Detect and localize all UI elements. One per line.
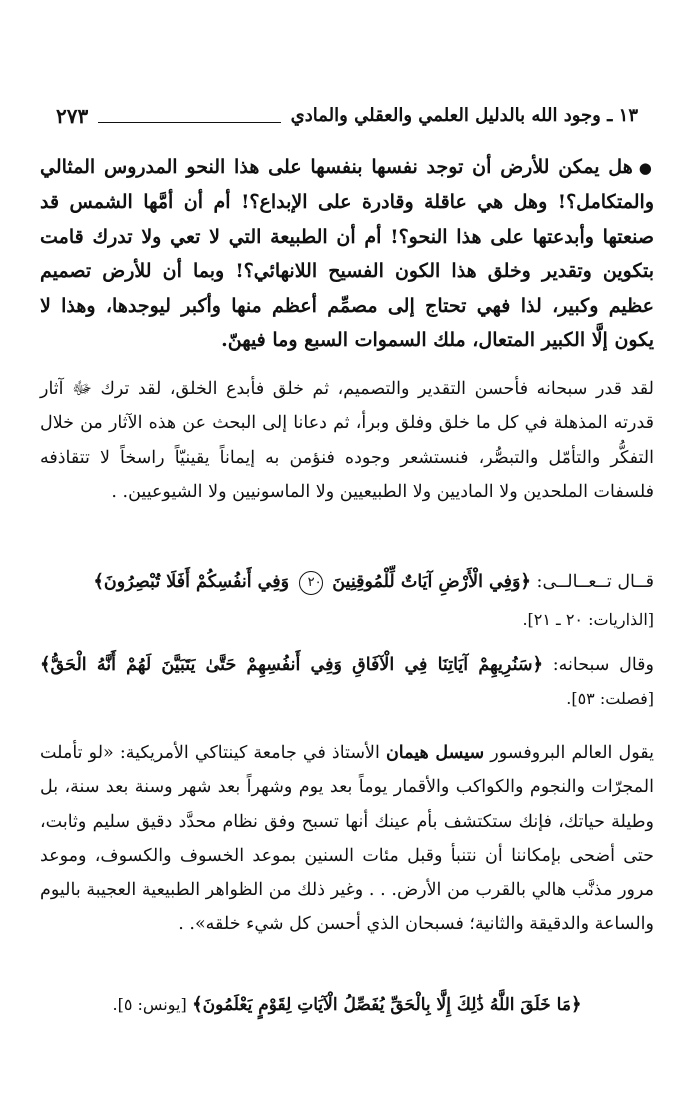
paragraph-2-start: لقد قدر سبحانه فأحسن التقدير والتصميم، ثم خلق فأبدع الخلق، لقد ترك — [100, 379, 654, 399]
body-paragraph-professor — [40, 736, 654, 942]
quote-2-reference: [فصلت: ٥٣]. — [566, 689, 654, 709]
chapter-title: ١٣ ـ وجود الله بالدليل العلمي والعقلي والمادي — [290, 105, 638, 126]
ornate-bracket-open: ﴿ — [520, 571, 531, 592]
quran-quote-yunus — [40, 990, 654, 1020]
ayah-number-marker: ٢٠ — [299, 571, 323, 595]
verse-20: وَفِي الْأَرْضِ آيَاتٌ لِّلْمُوقِنِينَ — [332, 572, 521, 592]
quote-3-reference: [يونس: ٥]. — [112, 995, 187, 1014]
quote-1-intro: قــال تــعــالــى: — [536, 572, 654, 592]
bold-question-paragraph — [40, 150, 654, 357]
running-header — [56, 96, 638, 126]
ornate-bracket-close: ﴾ — [192, 994, 203, 1015]
paragraph-3-start: يقول العالم البروفسور — [490, 743, 654, 763]
paragraph-2-rest: آثار قدرته المذهلة في كل ما خلق وفلق وبرأ، ثم دعانا إلى البحث عن هذه الآثار من خلال التفكُّر والتأمّل والتبصُّر، فنستشعر وجوده فنؤمن به إيماناً يقينيّاً راسخاً لا تتقاذفه فلسفات الملحدين ولا الماديين ولا الطبيعيين ولا الماسونيين ولا الشيوعيين. . — [40, 379, 654, 502]
quran-quote-fussilat — [40, 648, 654, 717]
bold-paragraph-text: هل يمكن للأرض أن توجد نفسها بنفسها على هذا النحو المدروس المثالي والمتكامل؟! وهل هي عاقلة وقادرة على الإبداع؟! أم أن أمَّها الشمس قد صنعتها وأبدعتها على هذا النحو؟! أم أن الطبيعة التي لا تعي ولا تدرك قامت بتكوين وتقدير وخلق هذا الكون الفسيح اللانهائي؟! وبما أن للأرض تصميم عظيم وكبير، لذا فهي تحتاج إلى مصمِّم أعظم منها وأكبر ليوجدها، وهذا لا يكون إلَّا الكبير المتعال، ملك السموات السبع وما فيهنّ. — [40, 156, 654, 352]
ornate-bracket-open: ﴿ — [570, 994, 582, 1015]
honorific-glyph: ﷻ — [72, 379, 92, 399]
scientist-name: سيسل هيمان — [385, 743, 485, 763]
body-paragraph-creation — [40, 372, 654, 509]
quote-2-intro: وقال سبحانه: — [552, 655, 654, 675]
quran-quote-dhariyat — [40, 565, 654, 599]
verse-fussilat: سَنُرِيهِمْ آيَاتِنَا فِي الْآفَاقِ وَفِي أَنفُسِهِمْ حَتَّىٰ يَتَبَيَّنَ لَهُمْ أَنَّهُ الْحَقُّ — [50, 655, 533, 675]
paragraph-3-rest: الأستاذ في جامعة كينتاكي الأمريكية: «لو تأملت المجرّات والنجوم والكواكب والأقمار يوماً بعد يوم وشهراً بعد شهر وسنة بعد سنة، بل وطيلة حياتك، فإنك ستكتشف بأم عينك أنها تسبح وفق نظام محدَّد دقيق سليم وثابت، حتى أضحى بإمكاننا أن نتنبأ وقبل مئات السنين بموعد الخسوف والكسوف، وموعد مرور مذنَّب هالي بالقرب من الأرض. . . وغير ذلك من الظواهر الطبيعية العجيبة باليوم والساعة والدقيقة والثانية؛ فسبحان الذي أحسن كل شيء خلقه». . — [40, 743, 654, 935]
verse-21: وَفِي أَنفُسِكُمْ أَفَلَا تُبْصِرُونَ — [103, 572, 290, 592]
ornate-bracket-close: ﴾ — [93, 571, 104, 592]
header-rule — [98, 122, 280, 123]
ornate-bracket-close: ﴾ — [40, 654, 51, 675]
page-number: ٢٧٣ — [56, 104, 89, 128]
ornate-bracket-open: ﴿ — [532, 654, 544, 675]
quote-1-reference: [الذاريات: ٢٠ ـ ٢١]. — [522, 610, 654, 629]
verse-yunus: مَا خَلَقَ اللَّهُ ذَٰلِكَ إِلَّا بِالْحَقِّ يُفَصِّلُ الْآيَاتِ لِقَوْمٍ يَعْلَمُونَ — [202, 995, 571, 1015]
quote-1-reference-line — [40, 607, 654, 633]
bullet-icon: ● — [638, 159, 654, 177]
